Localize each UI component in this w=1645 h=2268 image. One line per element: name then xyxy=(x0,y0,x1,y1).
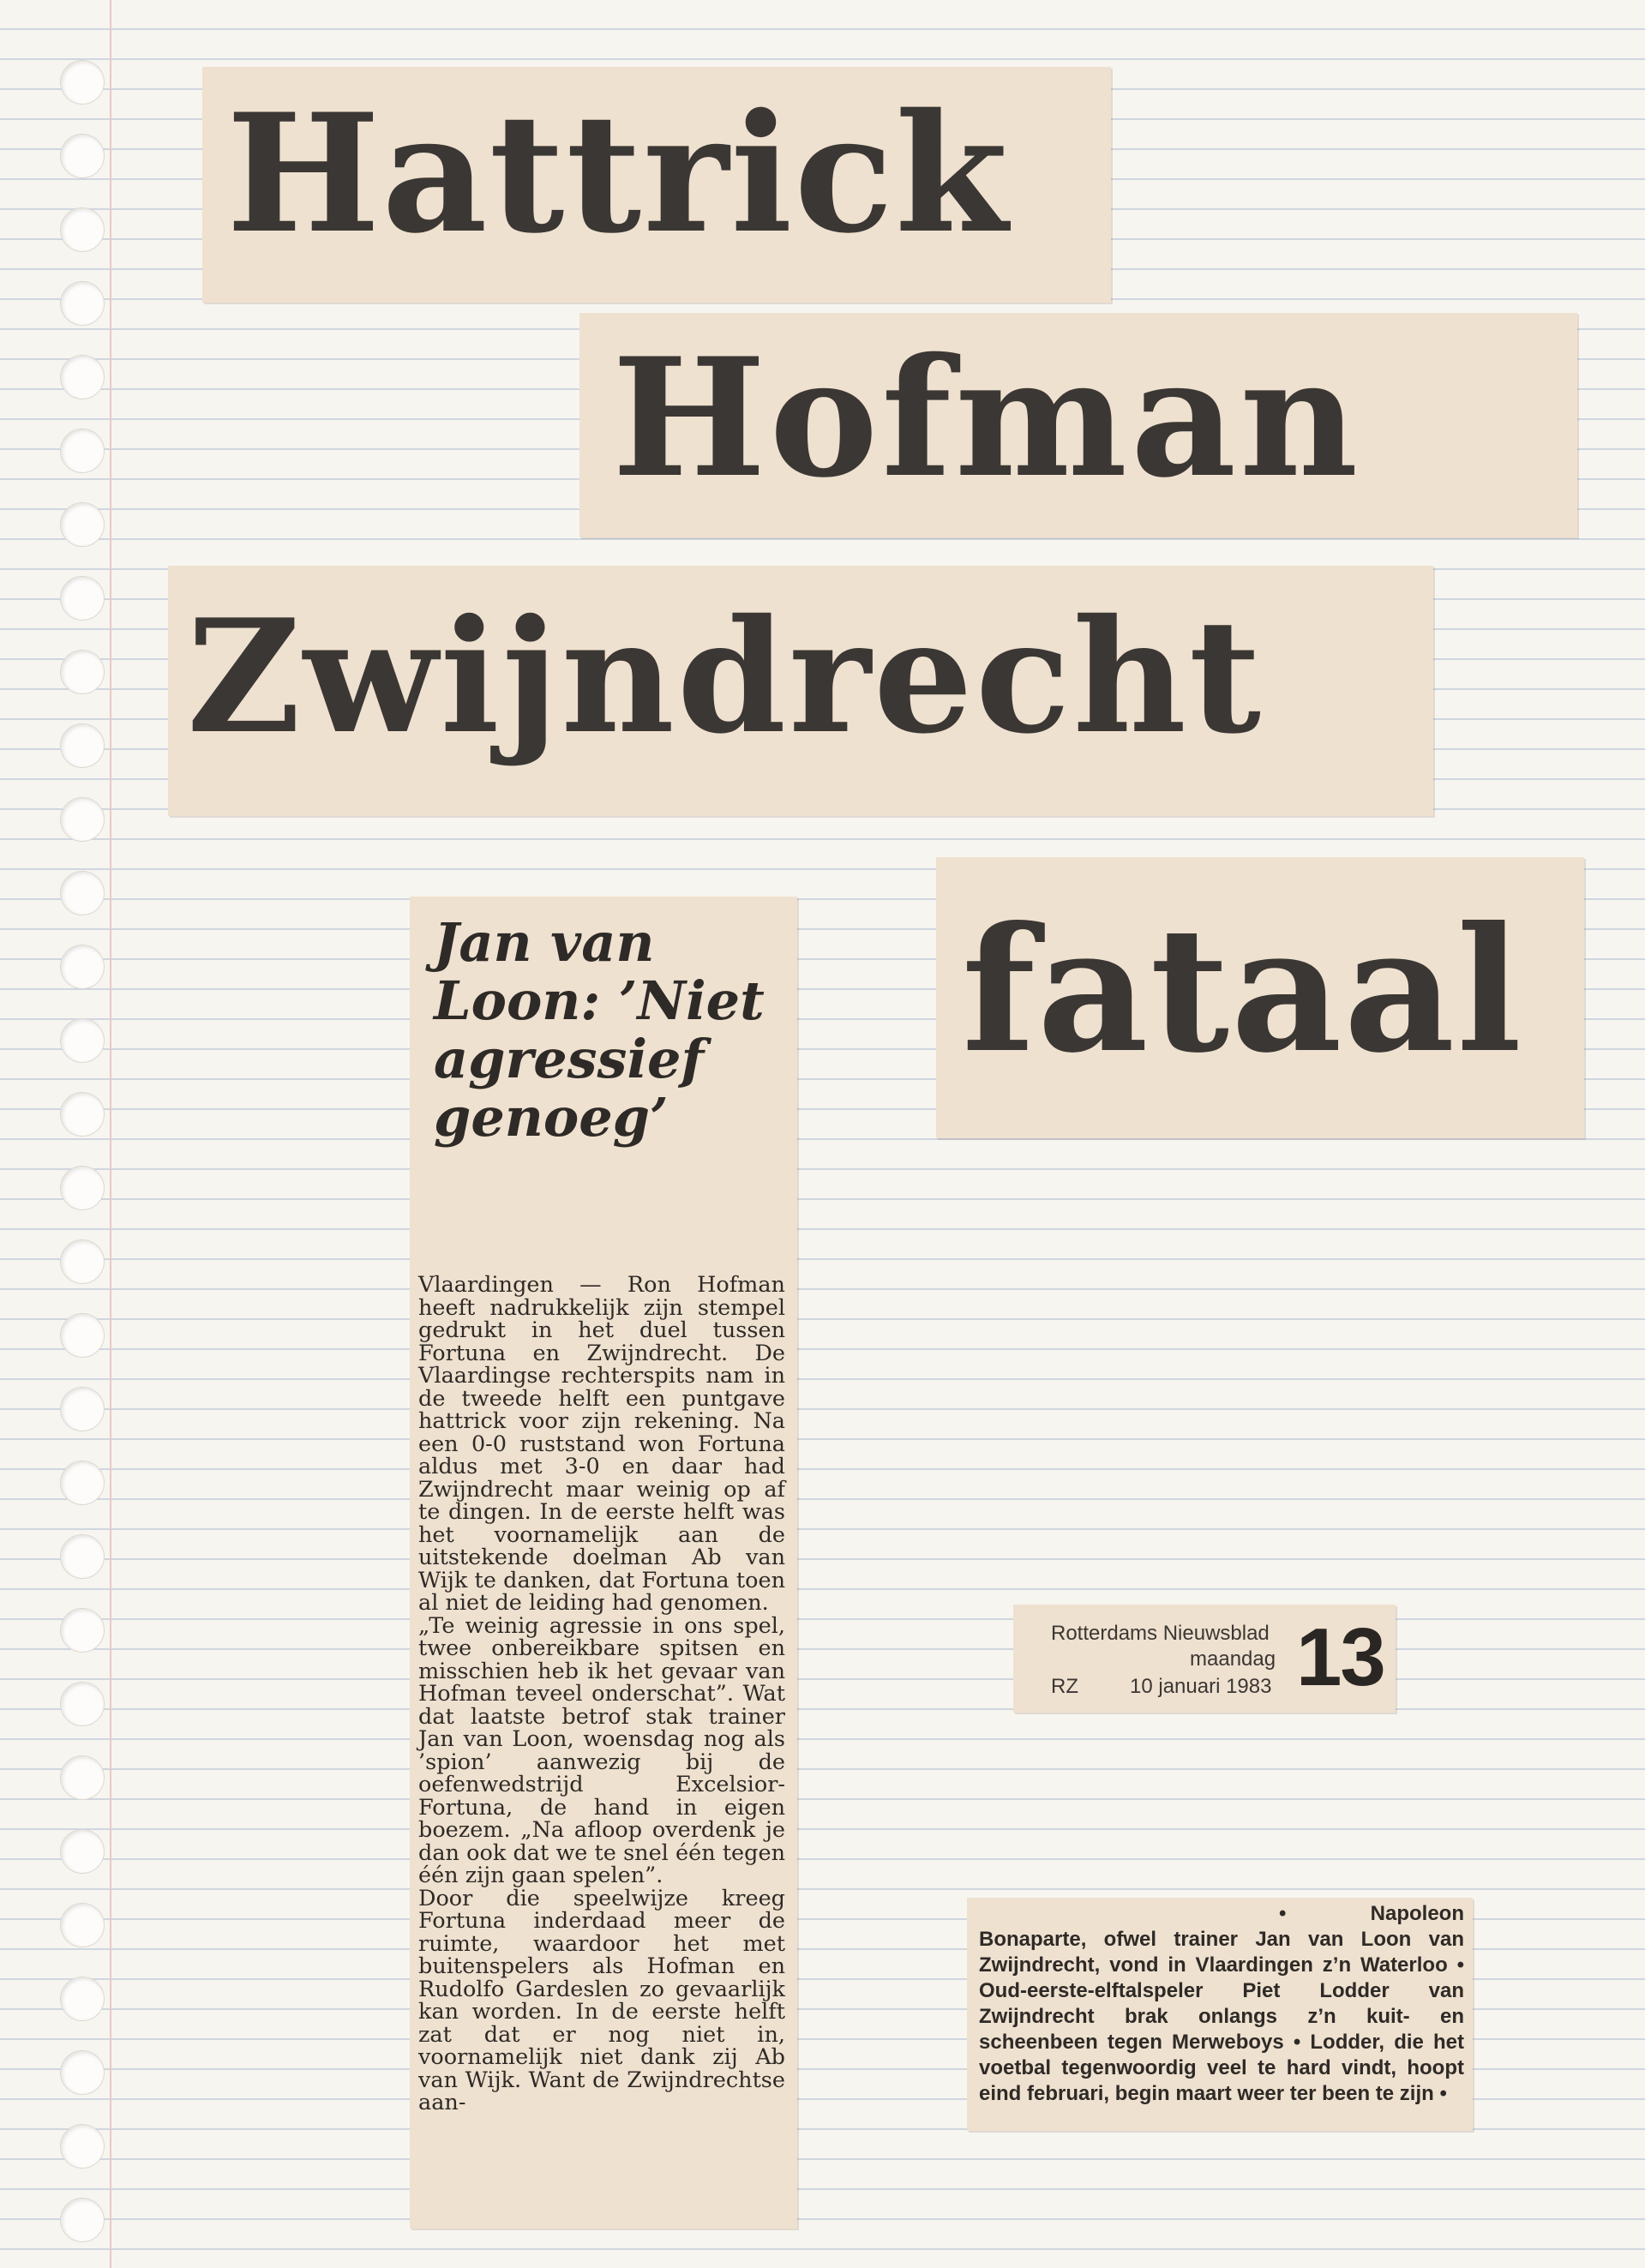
binder-hole xyxy=(60,871,105,915)
article-clipping xyxy=(410,897,797,2229)
binder-hole xyxy=(60,650,105,694)
binder-hole xyxy=(60,502,105,547)
binder-hole xyxy=(60,576,105,621)
binder-hole xyxy=(60,1903,105,1947)
margin-line xyxy=(110,0,111,2268)
binder-hole xyxy=(60,207,105,252)
binder-hole xyxy=(60,1313,105,1358)
binder-hole xyxy=(60,1608,105,1653)
binder-hole xyxy=(60,1682,105,1726)
binder-hole xyxy=(60,797,105,842)
binder-hole xyxy=(60,1534,105,1579)
masthead-edition: RZ xyxy=(1051,1675,1078,1698)
binder-hole xyxy=(60,1461,105,1505)
binder-hole xyxy=(60,945,105,989)
binder-hole xyxy=(60,355,105,399)
binder-hole xyxy=(60,281,105,326)
notes-text: • Napoleon Bonaparte, ofwel trainer Jan van Loon van Zwijndrecht, vond in Vlaardingen z’n Waterloo • Oud-eerste-elftalspeler Piet Lodder van Zwijndrecht brak onlangs z’n kuit- en scheenbeen tegen Merweboys • Lodder, die het voetbal tegenwoordig veel te hard vindt, hoopt eind februari, begin maart weer ter been te zijn • xyxy=(979,1902,1464,2105)
notes-clipping xyxy=(967,1898,1473,2131)
article-paragraph: Vlaardingen — Ron Hofman heeft nadrukkelijk zijn stempel gedrukt in het duel tussen Fortuna en Zwijndrecht. De Vlaardingse rechterspits nam in de tweede helft een puntgave hattrick voor zijn rekening. Na een 0-0 ruststand won Fortuna aldus met 3-0 en daar had Zwijndrecht maar weinig op af te dingen. In de eerste helft was het voornamelijk aan de uitstekende doelman Ab van Wijk te danken, dat Fortuna toen al niet de leiding had genomen. xyxy=(418,1272,785,1616)
article-title: Jan van Loon: ’Niet agressief genoeg’ xyxy=(434,911,765,1149)
binder-hole xyxy=(60,1092,105,1137)
newspaper-name: Rotterdams Nieuwsblad xyxy=(1051,1622,1270,1645)
headline-clipping-zwijndrecht xyxy=(168,566,1433,816)
article-body xyxy=(418,1274,785,2115)
headline-fataal: fataal xyxy=(962,890,1524,1091)
masthead-day: maandag xyxy=(1190,1647,1276,1671)
binder-hole xyxy=(60,1239,105,1284)
binder-hole xyxy=(60,134,105,178)
binder-hole xyxy=(60,1977,105,2021)
binder-hole xyxy=(60,429,105,473)
binder-hole xyxy=(60,2124,105,2169)
article-paragraph: Door die speelwijze kreeg Fortuna inderdaad meer de ruimte, waardoor het met buitenspelers als Hofman en Rudolfo Gardeslen zo gevaarlijk kan worden. In de eerste helft zat dat er nog niet in, voornamelijk niet dank zij Ab van Wijk. Want de Zwijndrechtse aan- xyxy=(418,1885,785,2115)
page-number: 13 xyxy=(1296,1611,1384,1703)
binder-hole xyxy=(60,723,105,768)
binder-hole xyxy=(60,1018,105,1063)
binder-hole xyxy=(60,2198,105,2242)
binder-hole xyxy=(60,1829,105,1874)
binder-hole xyxy=(60,1387,105,1431)
binder-hole xyxy=(60,60,105,105)
headline-clipping-hattrick xyxy=(202,67,1111,303)
binder-hole xyxy=(60,2050,105,2095)
binder-hole xyxy=(60,1755,105,1800)
masthead-clipping xyxy=(1013,1605,1396,1713)
headline-hattrick: Hattrick xyxy=(226,78,1010,269)
headline-zwijndrecht: Zwijndrecht xyxy=(187,585,1264,768)
headline-clipping-hofman xyxy=(579,313,1577,537)
article-paragraph: „Te weinig agressie in ons spel, twee onbereikbare spitsen en misschien heb ik het gevaar van Hofman teveel onderschat”. Wat dat laatste betrof stak trainer Jan van Loon, woensdag nog als ’spion’ aanwezig bij de oefenwedstrijd Excelsior-Fortuna, de hand in eigen boezem. „Na afloop overdenk je dan ook dat we te snel één tegen één zijn gaan spelen”. xyxy=(418,1612,785,1888)
headline-clipping-fataal xyxy=(936,857,1584,1138)
binder-hole xyxy=(60,1166,105,1210)
headline-hofman: Hofman xyxy=(612,322,1362,513)
masthead-date: 10 januari 1983 xyxy=(1130,1675,1272,1698)
binder-holes xyxy=(60,60,108,2254)
